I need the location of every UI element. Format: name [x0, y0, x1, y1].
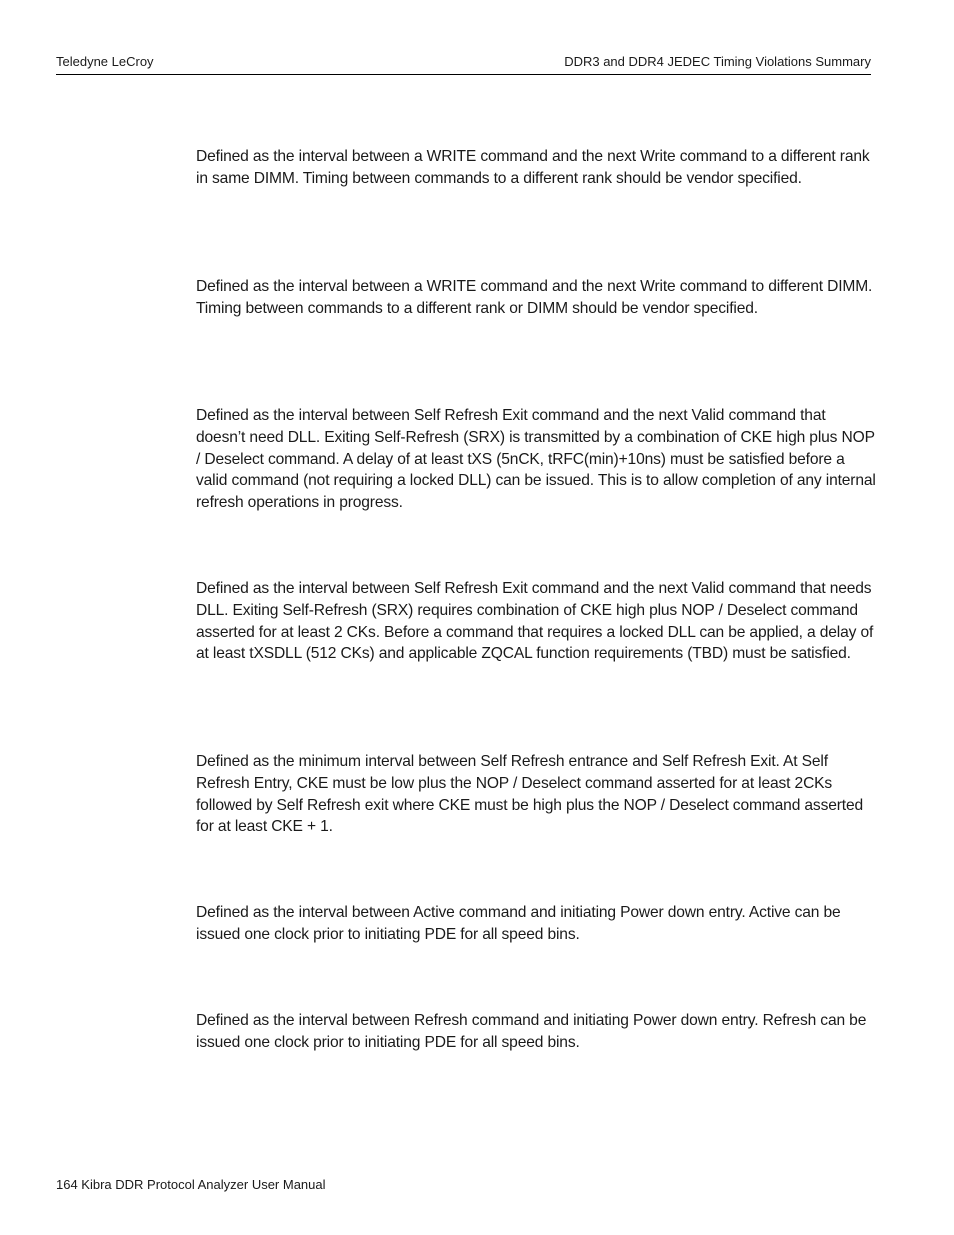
page-footer: 164 Kibra DDR Protocol Analyzer User Manual	[56, 1177, 326, 1192]
paragraph-refresh-to-power-down: Defined as the interval between Refresh command and initiating Power down entry. Refresh can be issued one clock prior to initiating PDE for all speed bins.	[196, 1012, 867, 1051]
paragraph-self-refresh-min-interval: Defined as the minimum interval between Self Refresh entrance and Self Refresh Exit. At Self Refresh Entry, CKE must be low plus the NOP / Deselect command asserted for at least 2CKs followed by Self Refresh exit where CKE must be high plus the NOP / Deselect command asserted for at least CKE + 1.	[196, 753, 864, 836]
header-section-title: DDR3 and DDR4 JEDEC Timing Violations Summary	[564, 54, 871, 69]
page-header	[56, 52, 871, 75]
paragraph-active-to-power-down: Defined as the interval between Active command and initiating Power down entry. Active can be issued one clock prior to initiating PDE for all speed bins.	[196, 904, 841, 943]
paragraph-write-to-write-different-rank: Defined as the interval between a WRITE command and the next Write command to a different rank in same DIMM. Timing between commands to a different rank should be vendor specified.	[196, 148, 870, 187]
paragraph-self-refresh-exit-dll: Defined as the interval between Self Refresh Exit command and the next Valid command that needs DLL. Exiting Self-Refresh (SRX) requires combination of CKE high plus NOP / Deselect command asserted for at least 2 CKs. Before a command that requires a locked DLL can be applied, a delay of at least tXSDLL (512 CKs) and applicable ZQCAL function requirements (TBD) must be satisfied.	[196, 580, 874, 663]
paragraph-write-to-write-different-dimm: Defined as the interval between a WRITE command and the next Write command to different DIMM. Timing between commands to a different rank or DIMM should be vendor specified.	[196, 278, 873, 317]
header-company: Teledyne LeCroy	[56, 54, 154, 69]
paragraph-self-refresh-exit-no-dll: Defined as the interval between Self Refresh Exit command and the next Valid command that doesn’t need DLL. Exiting Self-Refresh (SRX) is transmitted by a combination of CKE high plus NOP / Deselect command. A delay of at least tXS (5nCK, tRFC(min)+10ns) must be satisfied before a valid command (not requiring a locked DLL) can be issued. This is to allow completion of any internal refresh operations in progress.	[196, 407, 876, 512]
